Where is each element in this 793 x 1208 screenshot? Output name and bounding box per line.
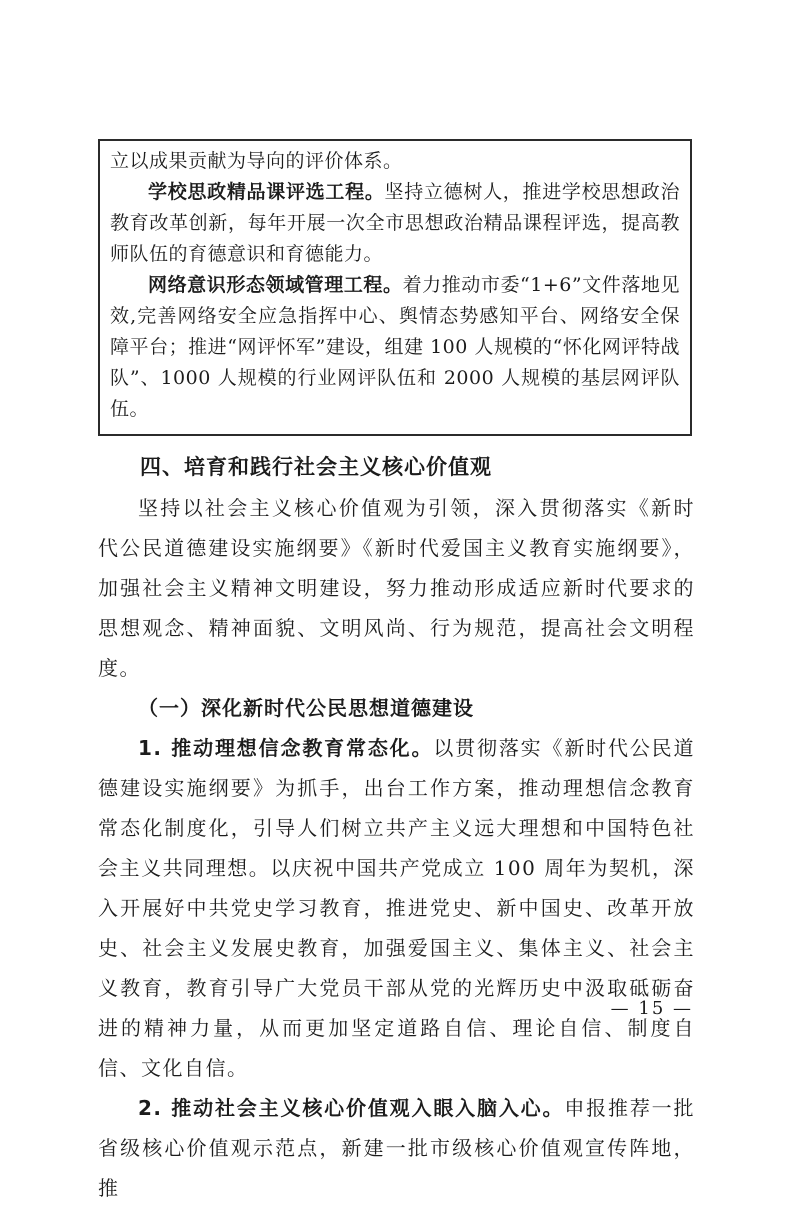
numbered-paragraph-lead: 2. 推动社会主义核心价值观入眼入脑入心。 (138, 1096, 565, 1120)
section-intro-paragraph: 坚持以社会主义核心价值观为引领，深入贯彻落实《新时代公民道德建设实施纲要》《新时代爱国主义教育实施纲要》，加强社会主义精神文明建设，努力推动形成适应新时代要求的思想观念、精神面貌、文明风尚、行为规范，提高社会文明程度。 (98, 496, 695, 680)
page-number: — 15 — (610, 998, 693, 1019)
box-paragraph-lead: 学校思政精品课评选工程。 (148, 181, 385, 203)
box-paragraph-network-program (110, 270, 680, 425)
numbered-paragraph-body: 以贯彻落实《新时代公民道德建设实施纲要》为抓手，出台工作方案，推动理想信念教育常态化制度化，引导人们树立共产主义远大理想和中国特色社会主义共同理想。以庆祝中国共产党成立 100 周年为契机，深入开展好中共党史学习教育，推进党史、新中国史、改革开放史、社会主义发展史教育，加强爱国主义、集体主义、社会主义教育，教育引导广大党员干部从党的光辉历史中汲取砥砺奋进的精神力量，从而更加坚定道路自信、理论自信、制度自信、文化自信。 (98, 736, 696, 1080)
numbered-paragraph-1 (98, 728, 695, 1088)
section-four (98, 446, 695, 1208)
sub-heading: （一）深化新时代公民思想道德建设 (138, 696, 474, 720)
box-paragraph-body: 坚持立德树人，推进学校思想政治教育改革创新，每年开展一次全市思想政治精品课程评选，提高教师队伍的育德意识和育德能力。 (110, 181, 680, 265)
numbered-paragraph-2 (98, 1088, 695, 1208)
numbered-paragraph-body: 申报推荐一批省级核心价值观示范点，新建一批市级核心价值观宣传阵地，推 (98, 1096, 695, 1200)
notice-box (98, 139, 692, 436)
box-paragraph-school-program (110, 177, 680, 270)
page-content (98, 139, 695, 1208)
box-carryover-line: 立以成果贡献为导向的评价体系。 (110, 150, 403, 172)
box-paragraph-body: 着力推动市委“1+6”文件落地见效,完善网络安全应急指挥中心、舆情态势感知平台、网络安全保障平台；推进“网评怀军”建设，组建 100 人规模的“怀化网评特战队”、1000 人规模的行业网评队伍和 2000 人规模的基层网评队伍。 (110, 274, 680, 420)
section-heading: 四、培育和践行社会主义核心价值观 (140, 455, 492, 479)
numbered-paragraph-lead: 1. 推动理想信念教育常态化。 (138, 736, 434, 760)
box-paragraph-lead: 网络意识形态领域管理工程。 (148, 274, 403, 296)
